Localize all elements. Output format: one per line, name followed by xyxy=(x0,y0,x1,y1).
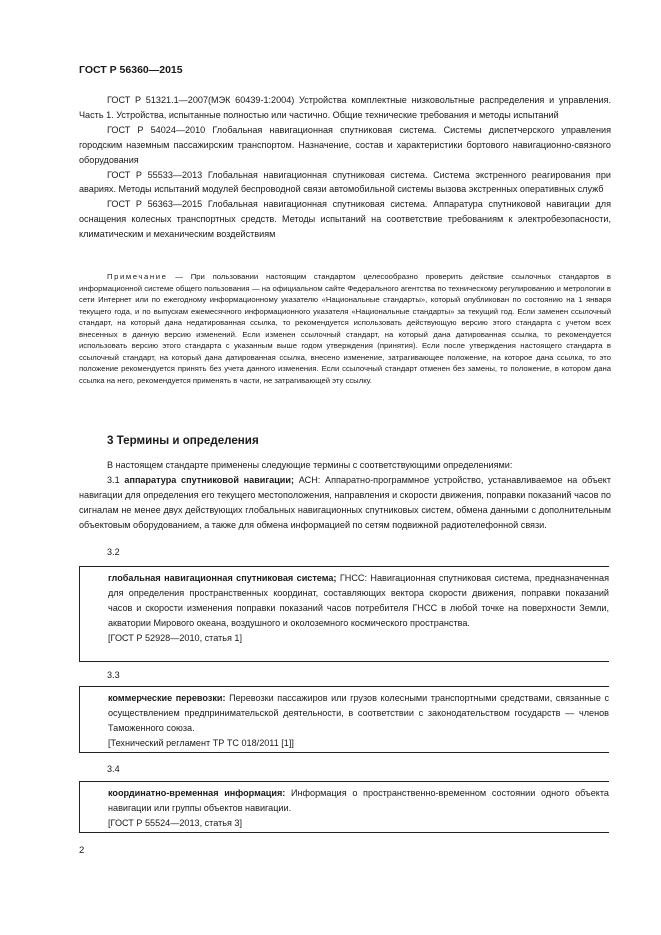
note-block xyxy=(79,271,611,386)
reference-item: ГОСТ Р 55533—2013 Глобальная навигационная спутниковая система. Система экстренного реагирования при авариях. Методы испытаний модулей беспроводной связи автомобильной системы вызова экстренных оперативных служб xyxy=(79,169,611,195)
normative-references-list xyxy=(79,93,611,242)
term-number: 3.1 xyxy=(107,474,120,485)
term-box-3-3 xyxy=(79,686,609,753)
reference-item: ГОСТ Р 54024—2010 Глобальная навигационная спутниковая система. Системы диспетчерского управления городским наземным пассажирским транспортом. Назначение, состав и характеристики бортового навигационно-связного оборудования xyxy=(79,124,611,165)
term-name: коммерческие перевозки: xyxy=(108,693,226,703)
term-source: [Технический регламент ТР ТС 018/2011 [1]] xyxy=(108,737,294,748)
page-number: 2 xyxy=(79,845,85,856)
term-name: координатно-временная информация: xyxy=(108,788,286,798)
term-definition: Перевозки пассажиров или грузов колесными транспортными средствами, связанные с осуществлением предпринимательской деятельности, в соответствии с законодательством государств — членов Таможенного союза. xyxy=(108,693,609,733)
document-header: ГОСТ Р 56360—2015 xyxy=(79,64,183,76)
term-source: [ГОСТ Р 52928—2010, статья 1] xyxy=(108,632,243,643)
section-heading: 3 Термины и определения xyxy=(107,434,259,447)
term-definition: АСН: Аппаратно-программное устройство, устанавливаемое на объект навигации для определения его текущего местоположения, направления и скорости движения, поправки показаний часов по сигналам не менее двух действующих глобальных навигационных спутниковых систем, обмена данными с дополнительным объектовым оборудованием, а также для обмена информацией по сетям подвижной радиотелефонной связи. xyxy=(79,474,612,530)
term-source: [ГОСТ Р 55524—2013, статья 3] xyxy=(108,817,243,828)
term-3-1 xyxy=(79,473,611,533)
term-number-3-2: 3.2 xyxy=(107,547,120,557)
term-3-3 xyxy=(108,691,609,736)
term-name: аппаратура спутниковой навигации; xyxy=(124,474,295,485)
section-intro-block xyxy=(79,458,611,533)
term-number-3-3: 3.3 xyxy=(107,670,120,680)
reference-item: ГОСТ Р 56363—2015 Глобальная навигационная спутниковая система. Аппаратура спутниковой навигации для оснащения колесных транспортных средств. Методы испытаний на соответствие требованиям к электробезопасности, климатическим и механическим воздействиям xyxy=(79,199,611,240)
term-definition: ГНСС: Навигационная спутниковая система, предназначенная для определения пространственных координат, составляющих вектора скорости движения, поправки показаний часов и скорости изменения поправки показаний часов потребителя ГНСС в любой точке на поверхности Земли, акватории Мирового океана, воздушного и околоземного космического пространства. xyxy=(108,573,609,628)
term-name: глобальная навигационная спутниковая система; xyxy=(108,573,337,583)
note-paragraph xyxy=(79,271,611,386)
note-text: — При пользовании настоящим стандартом целесообразно проверить действие ссылочных стандартов в информационной системе общего пользования — на официальном сайте Федерального агентства по техническому регулированию и метрологии в сети Интернет или по ежегодному информационному указателю «Национальные стандарты», который опубликован по состоянию на 1 января текущего года, и по выпускам ежемесячного информационного указателя «Национальные стандарты» за текущий год. Если заменен ссылочный стандарт, на который дана недатированная ссылка, то рекомендуется использовать действующую версию этого стандарта с учетом всех внесенных в данную версию изменений. Если изменен ссылочный стандарт, на который дана датированная ссылка, то рекомендуется использовать версию этого стандарта с указанным выше годом утверждения (принятия). Если после утверждения настоящего стандарта в ссылочный стандарт, на который дана датированная ссылка, внесено изменение, затрагивающее положение, на которое дана ссылка, то это положение рекомендуется принять без учета данного изменения. Если ссылочный стандарт отменен без замены, то положение, в котором дана ссылка на него, рекомендуется применять в части, не затрагивающей эту ссылку. xyxy=(79,272,611,385)
section-intro: В настоящем стандарте применены следующие термины с соответствующими определениями: xyxy=(107,460,513,470)
term-3-2 xyxy=(108,571,609,631)
term-3-4 xyxy=(108,786,609,816)
reference-item: ГОСТ Р 51321.1—2007(МЭК 60439-1:2004) Устройства комплектные низковольтные распределения и управления. Часть 1. Устройства, испытанные полностью или частично. Общие технические требования и методы испытаний xyxy=(79,95,611,120)
term-number-3-4: 3.4 xyxy=(107,764,120,774)
note-label: Примечание xyxy=(107,272,168,281)
term-box-3-4 xyxy=(79,781,609,833)
term-definition: Информация о пространственно-временном состоянии одного объекта навигации или группы объектов навигации. xyxy=(108,788,609,813)
term-box-3-2 xyxy=(79,566,609,662)
